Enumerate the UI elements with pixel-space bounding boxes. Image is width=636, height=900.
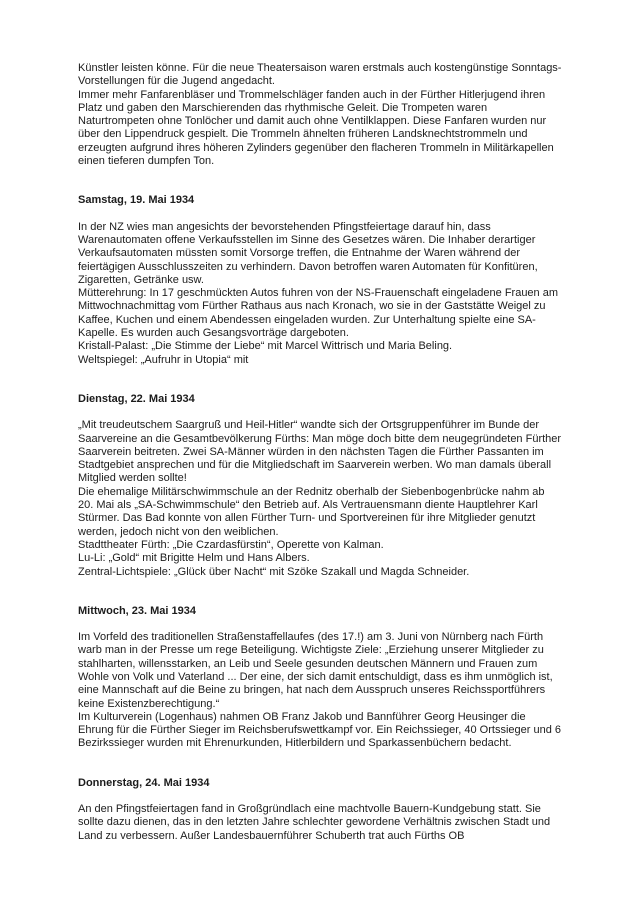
section-samstag-19-mai-1934 [78, 194, 562, 367]
paragraph: Mütterehrung: In 17 geschmückten Autos fuhren von der NS-Frauenschaft eingeladene Frauen am Mittwochnachmittag vom Fürther Rathaus aus nach Kronach, wo sie in der Gaststätte Weigel zu Kaffee, Kuchen und einem Abendessen eingeladen wurden. Zur Unterhaltung spielte eine SA-Kapelle. Es wurden auch Gesangsvorträge dargeboten. [78, 287, 559, 340]
paragraph: Lu-Li: „Gold“ mit Brigitte Helm und Hans Albers. [78, 552, 310, 565]
section-donnerstag-24-mai-1934 [78, 777, 562, 843]
date-heading: Samstag, 19. Mai 1934 [78, 194, 195, 207]
paragraph: Immer mehr Fanfarenbläser und Trommelschläger fanden auch in der Fürther Hitlerjugend ihren Platz und gaben den Marschierenden das rhythmische Geleit. Die Trompeten waren Naturtrompeten ohne Tonlöcher und damit auch ohne Ventilklappen. Diese Fanfaren wurden nur über den Lippendruck gespielt. Die Trommeln ähnelten früheren Landsknechtstrommeln und erzeugten aufgrund ihres höheren Zylinders gegenüber den flacheren Trommeln in Militärkapellen einen tieferen dumpfen Ton. [78, 88, 554, 168]
section-dienstag-22-mai-1934 [78, 393, 562, 579]
paragraph: Stadttheater Fürth: „Die Czardasfürstin“, Operette von Kalman. [78, 538, 384, 551]
paragraph: An den Pfingstfeiertagen fand in Großgründlach eine machtvolle Bauern-Kundgebung statt. Sie sollte dazu dienen, das in den letzten Jahre schlechter gewordene Verhältnis zwischen Stadt und Land zu verbessern. Außer Landesbauernführer Schuberth trat auch Fürths OB [78, 803, 551, 842]
paragraph: Die ehemalige Militärschwimmschule an der Rednitz oberhalb der Siebenbogenbrücke nahm ab 20. Mai als „SA-Schwimmschule“ den Betrieb auf. Als Vertrauensmann diente Hauptlehrer Karl Stürmer. Das Bad konnte von allen Fürther Turn- und Sportvereinen für ihre Mitglieder genutzt werden, jedoch nicht von den weiblichen. [78, 485, 545, 538]
paragraph: Zentral-Lichtspiele: „Glück über Nacht“ mit Szöke Szakall und Magda Schneider. [78, 565, 470, 578]
section-intro [78, 62, 562, 168]
paragraph: Weltspiegel: „Aufruhr in Utopia“ mit [78, 353, 249, 366]
paragraph: Im Vorfeld des traditionellen Straßenstaffellaufes (des 17.!) am 3. Juni von Nürnberg nach Fürth warb man in der Presse um rege Beteiligung. Wichtigste Ziele: „Erziehung unserer Mitglieder zu stahlharten, willensstarken, an Leib und Seele gesunden deutschen Männern und Frauen zum Wohle von Volk und Vaterland ... Der eine, der sich damit entschuldigt, dass es ihm unmöglich ist, eine Mannschaft auf die Beine zu bringen, hat nach dem Ausspruch unseres Reichssportführers keine Existenzberechtigung.“ [78, 631, 553, 710]
paragraph: In der NZ wies man angesichts der bevorstehenden Pfingstfeiertage darauf hin, dass Warenautomaten offene Verkaufsstellen im Sinne des Gesetzes wären. Die Inhaber derartiger Verkaufsautomaten müssten somit Vorsorge treffen, die Entnahme der Waren während der feiertägigen Ausschlusszeiten zu verhindern. Davon betroffen waren Automaten für Konfitüren, Zigaretten, Getränke usw. [78, 220, 538, 286]
paragraph: Kristall-Palast: „Die Stimme der Liebe“ mit Marcel Wittrisch und Maria Beling. [78, 340, 453, 353]
paragraph: „Mit treudeutschem Saargruß und Heil-Hitler“ wandte sich der Ortsgruppenführer im Bunde der Saarvereine an die Gesamtbevölkerung Fürths: Man möge doch bitte dem neugegründeten Fürther Saarverein beitreten. Zwei SA-Männer würden in den nächsten Tagen die Fürther Passanten im Stadtgebiet ansprechen und für die Mitgliedschaft im Saarverein werben. Wo man damals überall Mitglied werden sollte! [78, 419, 562, 485]
paragraph: Künstler leisten könne. Für die neue Theatersaison waren erstmals auch kostengünstige Sonntags-Vorstellungen für die Jugend angedacht. [78, 62, 562, 88]
date-heading: Donnerstag, 24. Mai 1934 [78, 776, 210, 789]
date-heading: Mittwoch, 23. Mai 1934 [78, 604, 196, 617]
section-mittwoch-23-mai-1934 [78, 605, 562, 751]
paragraph: Im Kulturverein (Logenhaus) nahmen OB Franz Jakob und Bannführer Georg Heusinger die Ehrung für die Fürther Sieger im Reichsberufswettkampf vor. Ein Reichssieger, 40 Ortssieger und 6 Bezirkssieger wurden mit Ehrenurkunden, Hitlerbildern und Sparkassenbüchern bedacht. [78, 710, 562, 750]
date-heading: Dienstag, 22. Mai 1934 [78, 392, 195, 405]
